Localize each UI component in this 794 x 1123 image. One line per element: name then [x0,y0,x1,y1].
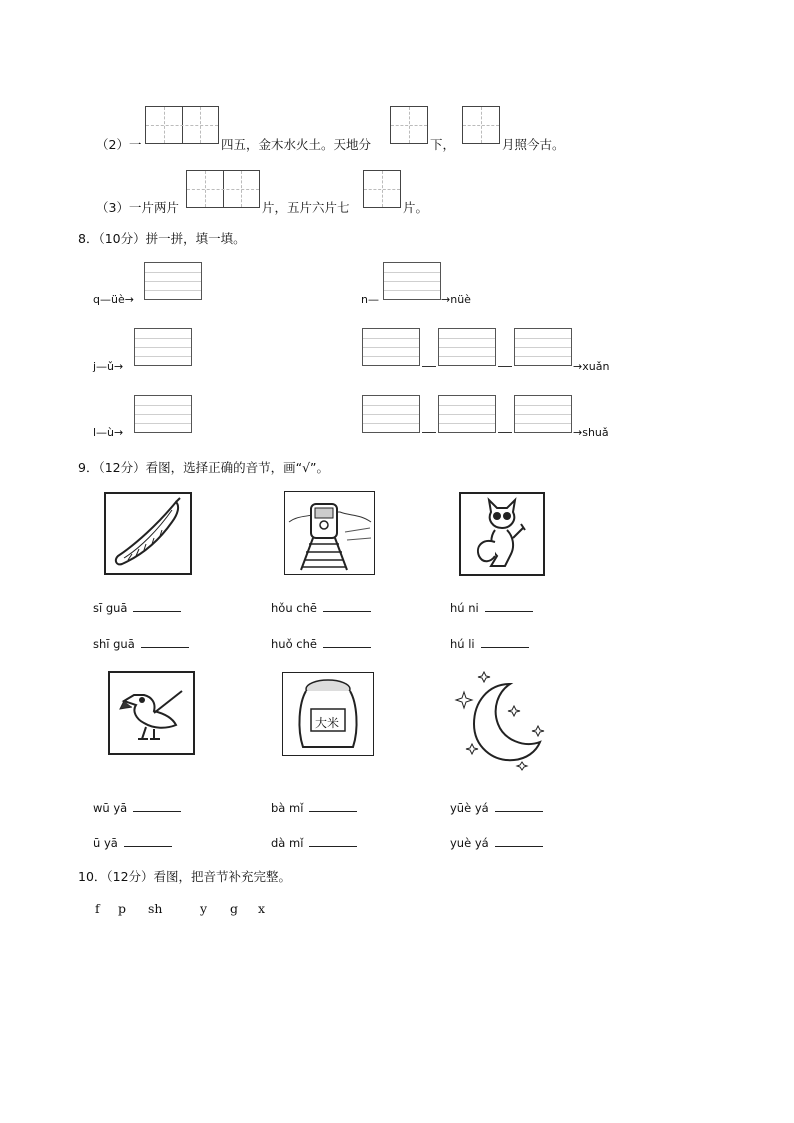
q9-title: 9．（12分）看图，选择正确的音节，画“√”。 [78,460,330,475]
q8-row2-left-label: j—ǔ→ [93,360,124,373]
q9-option-1-a: sī guā [93,600,181,615]
q9-option-2-b: huǒ chē [271,636,371,651]
answer-blank[interactable] [495,835,543,847]
answer-blank[interactable] [124,835,172,847]
q7-item2-tian-box-2[interactable] [390,106,428,144]
answer-blank[interactable] [323,636,371,648]
moon-picture [452,668,548,772]
q8-row1-right-box[interactable] [383,262,441,300]
q8-row3-left-box[interactable] [134,395,192,433]
train-picture [284,491,375,575]
q10-letter-f: f [95,901,100,916]
q8-row3-dash-1 [422,432,436,433]
fox-picture [459,492,545,576]
q10-letter-g: g [230,901,239,916]
answer-blank[interactable] [323,600,371,612]
loofah-icon [106,494,190,573]
q9-option-3-a: hú ni [450,600,533,615]
answer-blank[interactable] [309,800,357,812]
q10-letter-p: p [118,901,127,916]
q8-row1-left-label: q—üè→ [93,293,134,306]
q8-row2-right-label: →xuǎn [573,360,610,373]
q10-letter-x: x [258,901,266,916]
q9-option-5-a: bà mǐ [271,800,357,815]
q8-row2-box-3[interactable] [514,328,572,366]
q10-letter-sh: sh [148,901,163,916]
q8-row1-left-box[interactable] [144,262,202,300]
fox-icon [461,494,543,574]
answer-blank[interactable] [141,636,189,648]
q8-row1-right-prefix: n— [361,293,379,306]
q7-item3-tian-box-2[interactable] [363,170,401,208]
q8-row2-box-1[interactable] [362,328,420,366]
q8-row1-right-suffix: →nüè [441,293,471,306]
q8-row2-left-box[interactable] [134,328,192,366]
q8-row3-right-label: →shuǎ [573,426,609,439]
q8-row3-box-3[interactable] [514,395,572,433]
q7-item2-text-3: 月照今古。 [502,137,565,152]
rice-bag-picture [282,672,374,756]
crow-icon [110,673,193,753]
q8-title: 8．（10分）拼一拼，填一填。 [78,231,246,246]
loofah-picture [104,492,192,575]
q9-option-4-a: wū yā [93,800,181,815]
q7-item2-tian-box-1[interactable] [145,106,219,144]
q10-title: 10．（12分）看图，把音节补充完整。 [78,869,292,884]
answer-blank[interactable] [309,835,357,847]
q7-item2-text-1: 四五，金木水火土。天地分 [221,137,372,152]
q7-item2-text-2: 下， [430,137,456,152]
q8-row3-box-2[interactable] [438,395,496,433]
q7-item3-text-1: 片，五片六片七 [262,200,350,215]
q8-row3-dash-2 [498,432,512,433]
train-icon [285,492,374,574]
q7-item2-tian-box-3[interactable] [462,106,500,144]
q8-row2-dash-1 [422,366,436,367]
q9-option-1-b: shī guā [93,636,189,651]
crow-picture [108,671,195,755]
answer-blank[interactable] [485,600,533,612]
q8-row2-box-2[interactable] [438,328,496,366]
answer-blank[interactable] [495,800,543,812]
q9-option-4-b: ū yā [93,835,172,850]
q7-item3-text-2: 片。 [403,200,429,215]
q9-option-5-b: dà mǐ [271,835,357,850]
q9-option-6-a: yūè yá [450,800,543,815]
moon-icon [452,668,548,772]
q8-row3-box-1[interactable] [362,395,420,433]
answer-blank[interactable] [481,636,529,648]
q7-item3-tian-box-1[interactable] [186,170,260,208]
answer-blank[interactable] [133,600,181,612]
answer-blank[interactable] [133,800,181,812]
rice-bag-label: 大米 [315,716,340,730]
q7-item2-number: （2）一 [96,137,142,152]
q9-option-2-a: hǒu chē [271,600,371,615]
q8-row3-left-label: l—ù→ [93,426,124,439]
q8-row2-dash-2 [498,366,512,367]
q9-option-6-b: yuè yá [450,835,543,850]
q9-option-3-b: hú li [450,636,529,651]
q10-letter-y: y [200,901,208,916]
q7-item3-number: （3）一片两片 [96,200,179,215]
